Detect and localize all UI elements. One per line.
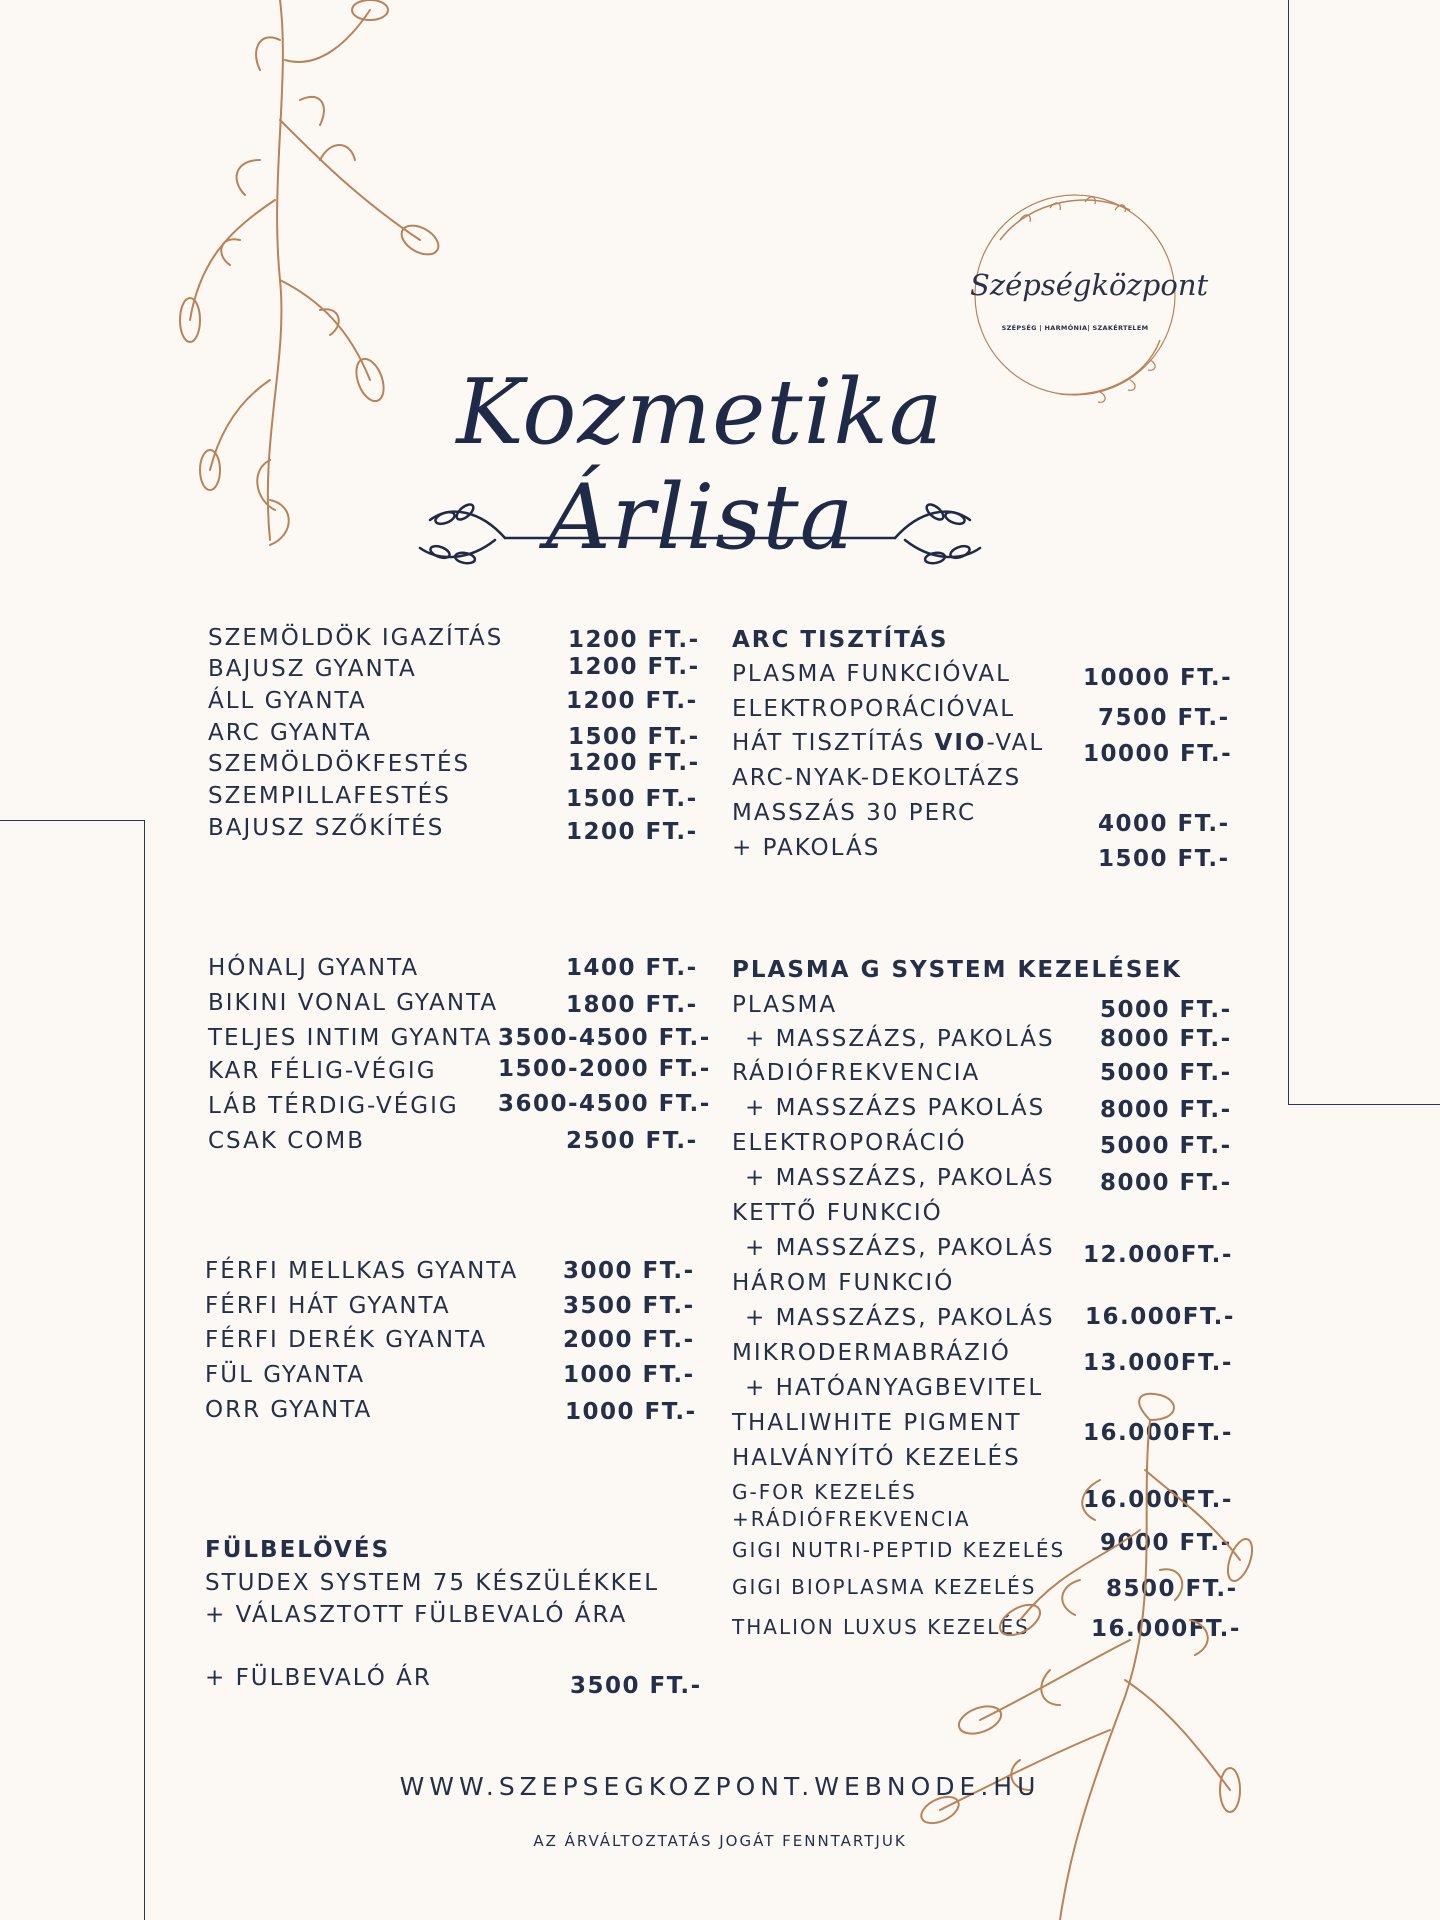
item-price: 10000 FT.- bbox=[1083, 741, 1233, 767]
frame-line-left bbox=[144, 820, 145, 1920]
item-price: 2500 FT.- bbox=[566, 1128, 698, 1154]
piercing-line-1: STUDEX SYSTEM 75 KÉSZÜLÉKKEL bbox=[205, 1570, 660, 1596]
item-price: 16.000FT.- bbox=[1083, 1420, 1233, 1446]
item-price: 3500-4500 FT.- bbox=[498, 1025, 711, 1051]
item-price: 3600-4500 FT.- bbox=[498, 1091, 711, 1117]
item-label: BAJUSZ GYANTA bbox=[208, 656, 417, 682]
item-price: 3500 FT.- bbox=[570, 1673, 702, 1699]
item-label: + FÜLBEVALÓ ÁR bbox=[205, 1665, 432, 1691]
item-label: MIKRODERMABRÁZIÓ bbox=[732, 1340, 1011, 1366]
item-label: ARC GYANTA bbox=[208, 720, 372, 746]
item-label: SZEMPILLAFESTÉS bbox=[208, 783, 451, 809]
brand-tagline: SZÉPSÉG | HARMÓNIA| SZAKÉRTELEM bbox=[1001, 324, 1149, 332]
item-price: 7500 FT.- bbox=[1098, 705, 1230, 731]
label-bold-part: VIO bbox=[934, 730, 987, 756]
item-label: PLASMA FUNKCIÓVAL bbox=[732, 661, 1011, 687]
item-price: 1500 FT.- bbox=[566, 786, 698, 812]
item-price: 3000 FT.- bbox=[563, 1258, 695, 1284]
item-label: FÉRFI DERÉK GYANTA bbox=[205, 1327, 488, 1353]
item-price: 2000 FT.- bbox=[563, 1327, 695, 1353]
item-price: 16.000FT.- bbox=[1085, 1304, 1235, 1330]
item-label: GIGI BIOPLASMA KEZELÉS bbox=[732, 1575, 1037, 1599]
item-price: 10000 FT.- bbox=[1083, 665, 1233, 691]
item-label: TELJES INTIM GYANTA bbox=[208, 1025, 493, 1051]
item-price: 8000 FT.- bbox=[1100, 1026, 1232, 1052]
section-heading-face-cleansing: ARC TISZTÍTÁS bbox=[732, 627, 949, 653]
item-label: HÁROM FUNKCIÓ bbox=[732, 1270, 955, 1296]
piercing-line-2: + VÁLASZTOTT FÜLBEVALÓ ÁRA bbox=[205, 1602, 628, 1628]
item-label: MASSZÁS 30 PERC bbox=[732, 800, 977, 826]
item-label: ELEKTROPORÁCIÓVAL bbox=[732, 696, 1016, 722]
item-price: 1200 FT.- bbox=[566, 819, 698, 845]
item-label: + MASSZÁZS, PAKOLÁS bbox=[745, 1235, 1055, 1261]
item-label: +RÁDIÓFREKVENCIA bbox=[732, 1507, 971, 1531]
item-price: 1000 FT.- bbox=[565, 1399, 697, 1425]
item-label: FÉRFI HÁT GYANTA bbox=[205, 1293, 451, 1319]
price-change-disclaimer: AZ ÁRVÁLTOZTATÁS JOGÁT FENNTARTJUK bbox=[533, 1832, 907, 1850]
item-label: RÁDIÓFREKVENCIA bbox=[732, 1060, 981, 1086]
item-label: FÉRFI MELLKAS GYANTA bbox=[205, 1258, 519, 1284]
item-price: 1500 FT.- bbox=[1098, 846, 1230, 872]
item-label: + MASSZÁZS, PAKOLÁS bbox=[745, 1026, 1055, 1052]
item-price: 8500 FT.- bbox=[1106, 1576, 1238, 1602]
item-price: 9000 FT.- bbox=[1100, 1530, 1232, 1556]
item-label: + PAKOLÁS bbox=[732, 835, 881, 861]
item-label: BIKINI VONAL GYANTA bbox=[208, 990, 499, 1016]
label-part: HÁT TISZTÍTÁS bbox=[732, 730, 935, 756]
item-price: 16.000FT.- bbox=[1083, 1487, 1233, 1513]
item-price: 13.000FT.- bbox=[1083, 1350, 1233, 1376]
item-price: 1500-2000 FT.- bbox=[498, 1056, 711, 1082]
section-heading-piercing: FÜLBELÖVÉS bbox=[205, 1537, 391, 1563]
page-title: Kozmetika Árlista bbox=[456, 360, 944, 570]
brand-name: Szépségközpont bbox=[970, 268, 1209, 302]
item-price: 1400 FT.- bbox=[566, 955, 698, 981]
item-label: G-FOR KEZELÉS bbox=[732, 1480, 917, 1504]
item-price: 4000 FT.- bbox=[1098, 811, 1230, 837]
item-label: ELEKTROPORÁCIÓ bbox=[732, 1130, 967, 1156]
item-label: GIGI NUTRI-PEPTID KEZELÉS bbox=[732, 1538, 1066, 1562]
item-label: + MASSZÁZS, PAKOLÁS bbox=[745, 1165, 1055, 1191]
item-label: SZEMÖLDÖK IGAZÍTÁS bbox=[208, 625, 504, 651]
item-price: 5000 FT.- bbox=[1100, 1133, 1232, 1159]
item-label: HALVÁNYÍTÓ KEZELÉS bbox=[732, 1445, 1021, 1471]
item-price: 16.000FT.- bbox=[1091, 1616, 1241, 1642]
item-label: KETTŐ FUNKCIÓ bbox=[732, 1200, 943, 1226]
item-label: ÁLL GYANTA bbox=[208, 688, 367, 714]
item-price: 12.000FT.- bbox=[1083, 1242, 1233, 1268]
item-label: SZEMÖLDÖKFESTÉS bbox=[208, 751, 471, 777]
item-label: HÓNALJ GYANTA bbox=[208, 955, 420, 981]
item-price: 1200 FT.- bbox=[566, 688, 698, 714]
section-heading-plasma-g-system: PLASMA G SYSTEM KEZELÉSEK bbox=[732, 957, 1182, 983]
item-label: KAR FÉLIG-VÉGIG bbox=[208, 1058, 437, 1084]
item-price: 1500 FT.- bbox=[568, 724, 700, 750]
item-label bbox=[732, 730, 1044, 756]
item-label: ORR GYANTA bbox=[205, 1397, 373, 1423]
item-price: 1200 FT.- bbox=[568, 750, 700, 776]
item-price: 8000 FT.- bbox=[1100, 1170, 1232, 1196]
item-price: 5000 FT.- bbox=[1100, 1060, 1232, 1086]
frame-line-left-top bbox=[0, 820, 144, 821]
item-label: THALION LUXUS KEZELÉS bbox=[732, 1615, 1030, 1639]
item-label: + MASSZÁZS, PAKOLÁS bbox=[745, 1305, 1055, 1331]
item-label: CSAK COMB bbox=[208, 1128, 365, 1154]
item-label: BAJUSZ SZŐKÍTÉS bbox=[208, 815, 445, 841]
item-label: + MASSZÁZS PAKOLÁS bbox=[745, 1095, 1046, 1121]
item-price: 3500 FT.- bbox=[563, 1293, 695, 1319]
item-label: + HATÓANYAGBEVITEL bbox=[745, 1375, 1044, 1401]
title-divider-ornament-icon bbox=[410, 490, 990, 570]
item-price: 1200 FT.- bbox=[568, 654, 700, 680]
website-url: WWW.SZEPSEGKOZPONT.WEBNODE.HU bbox=[399, 1772, 1041, 1801]
item-price: 1800 FT.- bbox=[566, 992, 698, 1018]
item-price: 8000 FT.- bbox=[1100, 1097, 1232, 1123]
frame-line-right bbox=[1288, 0, 1289, 1104]
item-label: LÁB TÉRDIG-VÉGIG bbox=[208, 1093, 459, 1119]
item-label: PLASMA bbox=[732, 992, 838, 1018]
frame-line-right-bottom bbox=[1288, 1104, 1440, 1105]
item-price: 1000 FT.- bbox=[563, 1362, 695, 1388]
item-label: FÜL GYANTA bbox=[205, 1362, 366, 1388]
label-part: -VAL bbox=[986, 730, 1045, 756]
item-price: 5000 FT.- bbox=[1100, 997, 1232, 1023]
item-price: 1200 FT.- bbox=[568, 627, 700, 653]
item-label: THALIWHITE PIGMENT bbox=[732, 1410, 1022, 1436]
item-label: ARC-NYAK-DEKOLTÁZS bbox=[732, 765, 1022, 791]
